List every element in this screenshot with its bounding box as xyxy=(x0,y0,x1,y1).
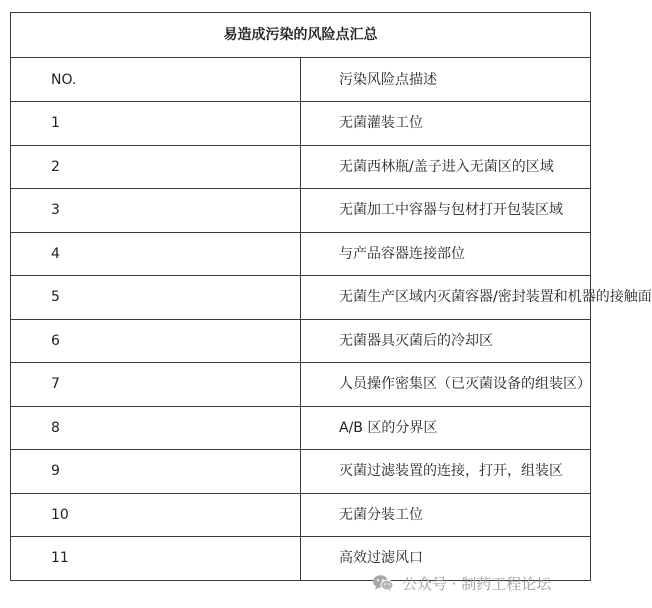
table-row xyxy=(11,406,591,450)
table-header-row xyxy=(11,58,591,102)
row-description: 人员操作密集区（已灭菌设备的组装区） xyxy=(301,363,591,407)
row-number: 10 xyxy=(11,493,301,537)
table-row xyxy=(11,189,591,233)
row-number: 2 xyxy=(11,145,301,189)
row-description: 无菌灌装工位 xyxy=(301,102,591,146)
row-number: 3 xyxy=(11,189,301,233)
row-number: 9 xyxy=(11,450,301,494)
watermark xyxy=(372,571,551,595)
table-row xyxy=(11,450,591,494)
row-number: 5 xyxy=(11,276,301,320)
row-description: A/B 区的分界区 xyxy=(301,406,591,450)
table-title: 易造成污染的风险点汇总 xyxy=(11,13,591,58)
header-no: NO. xyxy=(11,58,301,102)
table-row xyxy=(11,319,591,363)
row-description: 无菌加工中容器与包材打开包装区域 xyxy=(301,189,591,233)
wechat-icon xyxy=(372,574,394,592)
table-row xyxy=(11,232,591,276)
row-description: 无菌器具灭菌后的冷却区 xyxy=(301,319,591,363)
row-description: 灭菌过滤装置的连接，打开，组装区 xyxy=(301,450,591,494)
row-number: 7 xyxy=(11,363,301,407)
row-number: 1 xyxy=(11,102,301,146)
table-title-row xyxy=(11,13,591,58)
row-number: 8 xyxy=(11,406,301,450)
table-row xyxy=(11,276,591,320)
row-description: 与产品容器连接部位 xyxy=(301,232,591,276)
table-row xyxy=(11,363,591,407)
row-description: 无菌西林瓶/盖子进入无菌区的区域 xyxy=(301,145,591,189)
row-number: 4 xyxy=(11,232,301,276)
row-number: 11 xyxy=(11,537,301,581)
table-row xyxy=(11,145,591,189)
row-description: 高效过滤风口 xyxy=(301,537,591,581)
table-row xyxy=(11,493,591,537)
row-description: 无菌生产区域内灭菌容器/密封装置和机器的接触面 xyxy=(301,276,591,320)
watermark-text: 公众号 · 制药工程论坛 xyxy=(402,574,552,593)
header-description: 污染风险点描述 xyxy=(301,58,591,102)
row-description: 无菌分装工位 xyxy=(301,493,591,537)
risk-summary-table xyxy=(10,12,652,581)
table-row xyxy=(11,102,591,146)
row-number: 6 xyxy=(11,319,301,363)
